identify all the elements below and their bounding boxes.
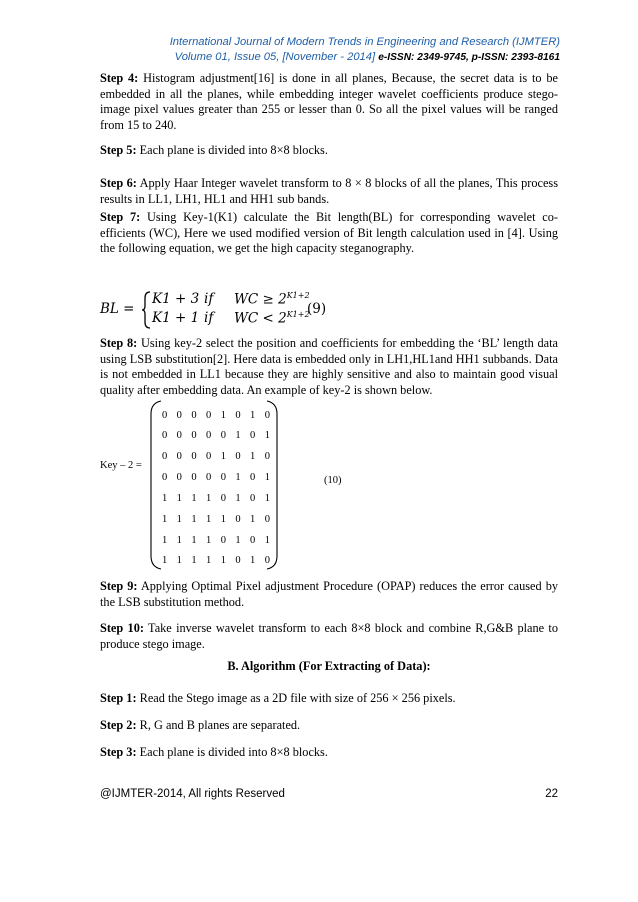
case-1-condition: if xyxy=(204,291,214,307)
case-1-relation: WC ≥ $2^{K1+2}$ xyxy=(234,291,310,308)
equation-lhs: BL = xyxy=(100,301,135,317)
step-label: Step 2: xyxy=(100,718,137,732)
step-text: Using key-2 select the position and coefficients for embedding the ‘BL’ length data using LSB substitution[2]. Here data is embedded only in LH1,HL1and HH1 subbands. Data is not embedded in LL1 because they are highly sensitive and also to maintain good visual quality after embedding data. An example of key-2 is shown below. xyxy=(100,336,558,397)
matrix-row: 1 1 1 1 1 0 1 0 xyxy=(162,514,270,525)
matrix-equation-number: (10) xyxy=(324,475,342,486)
case-1-value: K1 + 3 xyxy=(152,291,200,307)
equation-number: (9) xyxy=(307,301,327,317)
step-text: Read the Stego image as a 2D file with size of 256 × 256 pixels. xyxy=(136,691,456,705)
extract-step-3 xyxy=(100,745,558,761)
step-text: Histogram adjustment[16] is done in all planes, Because, the secret data is to be embedded in all the planes, while embedding integer wavelet coefficients produce stego-image pixel values greater than 255 or lesser than 0. So all the pixel values will be ranged from 15 to 240. xyxy=(100,71,558,132)
step-label: Step 1: xyxy=(100,691,137,705)
step-text: R, G and B planes are separated. xyxy=(136,718,301,732)
step-6-paragraph xyxy=(100,176,558,207)
step-text: Apply Haar Integer wavelet transform to 8 × 8 blocks of all the planes, This process results in LL1, LH1, HL1 and HH1 sub bands. xyxy=(100,176,558,206)
matrix-row: 0 0 0 0 1 0 1 0 xyxy=(162,451,270,462)
step-label: Step 6: xyxy=(100,176,137,190)
matrix-row: 0 0 0 0 0 1 0 1 xyxy=(162,430,270,441)
key-2-matrix xyxy=(150,400,278,570)
extract-step-2 xyxy=(100,718,558,734)
section-b-heading: B. Algorithm (For Extracting of Data): xyxy=(227,659,431,673)
step-5-paragraph xyxy=(100,143,558,159)
step-9-paragraph xyxy=(100,579,558,610)
step-label: Step 5: xyxy=(100,143,137,157)
journal-issue-line xyxy=(160,51,560,63)
footer-copyright: @IJMTER-2014, All rights Reserved xyxy=(100,788,285,800)
step-text: Take inverse wavelet transform to each 8×8 block and combine R,G&B plane to produce stego image. xyxy=(100,621,558,651)
step-label: Step 3: xyxy=(100,745,137,759)
left-brace-icon xyxy=(142,291,152,329)
step-4-paragraph xyxy=(100,71,558,133)
matrix-row: 1 1 1 1 0 1 0 1 xyxy=(162,535,270,546)
case-2-condition: if xyxy=(204,310,214,326)
step-text: Each plane is divided into 8×8 blocks. xyxy=(136,745,328,759)
matrix-row: 1 1 1 1 1 0 1 0 xyxy=(162,555,270,566)
step-text: Using Key-1(K1) calculate the Bit length(BL) for corresponding wavelet co-efficients (WC), Here we used modified version of Bit length calculation used in [4]. Using the following equation, we get the high capacity steganography. xyxy=(100,210,558,255)
matrix-row: 1 1 1 1 0 1 0 1 xyxy=(162,493,270,504)
step-text: Applying Optimal Pixel adjustment Procedure (OPAP) reduces the error caused by the LSB substitution method. xyxy=(100,579,558,609)
bit-length-equation xyxy=(100,289,340,329)
key-2-label: Key – 2 = xyxy=(100,460,142,471)
step-7-paragraph xyxy=(100,210,558,257)
extract-step-1 xyxy=(100,691,558,707)
page-number: 22 xyxy=(545,788,558,800)
step-label: Step 7: xyxy=(100,210,141,224)
left-paren-icon xyxy=(150,400,162,570)
step-label: Step 8: xyxy=(100,336,138,350)
issue-info: Volume 01, Issue 05, [November - 2014] xyxy=(174,51,376,63)
step-text: Each plane is divided into 8×8 blocks. xyxy=(136,143,328,157)
step-label: Step 10: xyxy=(100,621,144,635)
case-2-relation: WC < $2^{K1+2}$ xyxy=(234,310,310,327)
step-8-paragraph xyxy=(100,336,558,398)
issn-info: e-ISSN: 2349-9745, p-ISSN: 2393-8161 xyxy=(378,52,560,63)
step-label: Step 9: xyxy=(100,579,138,593)
journal-title: International Journal of Modern Trends in Engineering and Research (IJMTER) xyxy=(169,36,560,48)
step-10-paragraph xyxy=(100,621,558,652)
matrix-row: 0 0 0 0 1 0 1 0 xyxy=(162,410,270,421)
case-2-value: K1 + 1 xyxy=(152,310,200,326)
step-label: Step 4: xyxy=(100,71,139,85)
matrix-row: 0 0 0 0 0 1 0 1 xyxy=(162,472,270,483)
